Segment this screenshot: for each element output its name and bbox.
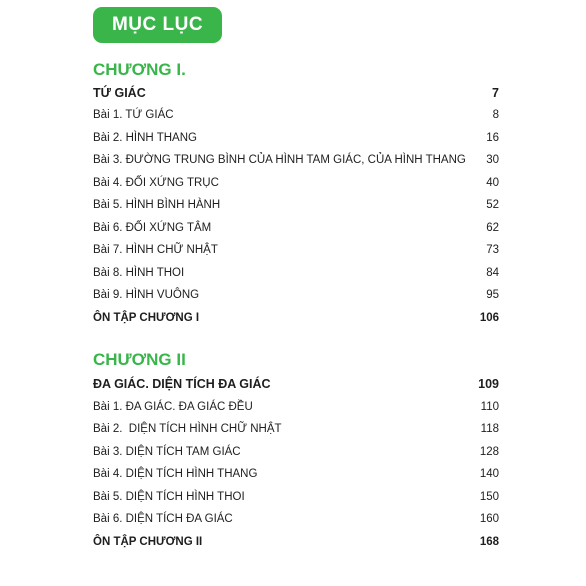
chapter-1-main-entry[interactable] — [93, 86, 499, 100]
entry-label: Bài 4. ĐỐI XỨNG TRỤC — [93, 177, 219, 189]
entry-page: 73 — [486, 244, 499, 256]
chapter-1-lesson-9[interactable] — [93, 288, 499, 302]
entry-label: Bài 1. TỨ GIÁC — [93, 109, 174, 121]
entry-page: 40 — [486, 177, 499, 189]
entry-label: Bài 2. HÌNH THANG — [93, 132, 197, 144]
chapter-1-review[interactable] — [93, 311, 499, 325]
entry-page: 150 — [479, 491, 499, 503]
entry-page: 30 — [486, 154, 499, 166]
entry-page: 84 — [486, 267, 499, 279]
entry-label: Bài 8. HÌNH THOI — [93, 267, 185, 279]
chapter-1-lesson-3[interactable] — [93, 153, 499, 167]
entry-page: 106 — [479, 312, 499, 324]
chapter-2-lesson-6[interactable] — [93, 512, 499, 526]
entry-label: Bài 5. DIỆN TÍCH HÌNH THOI — [93, 491, 245, 503]
entry-label: Bài 4. DIỆN TÍCH HÌNH THANG — [93, 468, 258, 480]
entry-page: 110 — [480, 401, 499, 413]
chapter-1-lesson-2[interactable] — [93, 131, 499, 145]
chapter-1-lesson-7[interactable] — [93, 243, 499, 257]
chapter-2-main-entry[interactable] — [93, 377, 499, 391]
entry-label: Bài 3. DIỆN TÍCH TAM GIÁC — [93, 446, 241, 458]
entry-label: ÔN TẬP CHƯƠNG I — [93, 312, 200, 324]
chapter-2-lesson-5[interactable] — [93, 490, 499, 504]
entry-label: Bài 7. HÌNH CHỮ NHẬT — [93, 244, 218, 256]
entry-page: 109 — [478, 377, 499, 391]
entry-label: Bài 6. ĐỐI XỨNG TÂM — [93, 222, 212, 234]
toc-title-badge — [93, 7, 222, 43]
entry-page: 140 — [479, 468, 499, 480]
toc-title: MỤC LỤC — [111, 14, 204, 35]
chapter-2-heading: CHƯƠNG II — [93, 350, 186, 369]
chapter-1-heading: CHƯƠNG I. — [93, 60, 186, 79]
chapter-1-lesson-4[interactable] — [93, 176, 499, 190]
entry-label: Bài 1. ĐA GIÁC. ĐA GIÁC ĐỀU — [93, 401, 253, 413]
entry-page: 16 — [486, 132, 499, 144]
entry-page: 52 — [486, 199, 499, 211]
entry-label: Bài 9. HÌNH VUÔNG — [93, 289, 200, 301]
entry-label: Bài 5. HÌNH BÌNH HÀNH — [93, 199, 221, 211]
chapter-2-lesson-4[interactable] — [93, 467, 499, 481]
chapter-1-lesson-8[interactable] — [93, 266, 499, 280]
entry-page: 62 — [486, 222, 499, 234]
entry-label: ÔN TẬP CHƯƠNG II — [93, 536, 203, 548]
entry-page: 128 — [479, 446, 499, 458]
entry-label: Bài 3. ĐƯỜNG TRUNG BÌNH CỦA HÌNH TAM GIÁC, CỦA HÌNH THANG — [93, 154, 466, 166]
entry-page: 8 — [492, 109, 499, 121]
entry-page: 118 — [480, 423, 499, 435]
chapter-1-lesson-6[interactable] — [93, 221, 499, 235]
chapter-1-lesson-5[interactable] — [93, 198, 499, 212]
entry-label: Bài 6. DIỆN TÍCH ĐA GIÁC — [93, 513, 233, 525]
entry-label: TỨ GIÁC — [93, 86, 146, 100]
entry-page: 7 — [492, 86, 499, 100]
chapter-2-review[interactable] — [93, 535, 499, 549]
chapter-2-lesson-1[interactable] — [93, 400, 499, 414]
entry-page: 168 — [479, 536, 499, 548]
chapter-1-lesson-1[interactable] — [93, 108, 499, 122]
entry-page: 160 — [479, 513, 499, 525]
entry-label: Bài 2. DIỆN TÍCH HÌNH CHỮ NHẬT — [93, 423, 282, 435]
chapter-2-lesson-3[interactable] — [93, 445, 499, 459]
entry-page: 95 — [486, 289, 499, 301]
chapter-2-lesson-2[interactable] — [93, 422, 499, 436]
entry-label: ĐA GIÁC. DIỆN TÍCH ĐA GIÁC — [93, 377, 271, 391]
